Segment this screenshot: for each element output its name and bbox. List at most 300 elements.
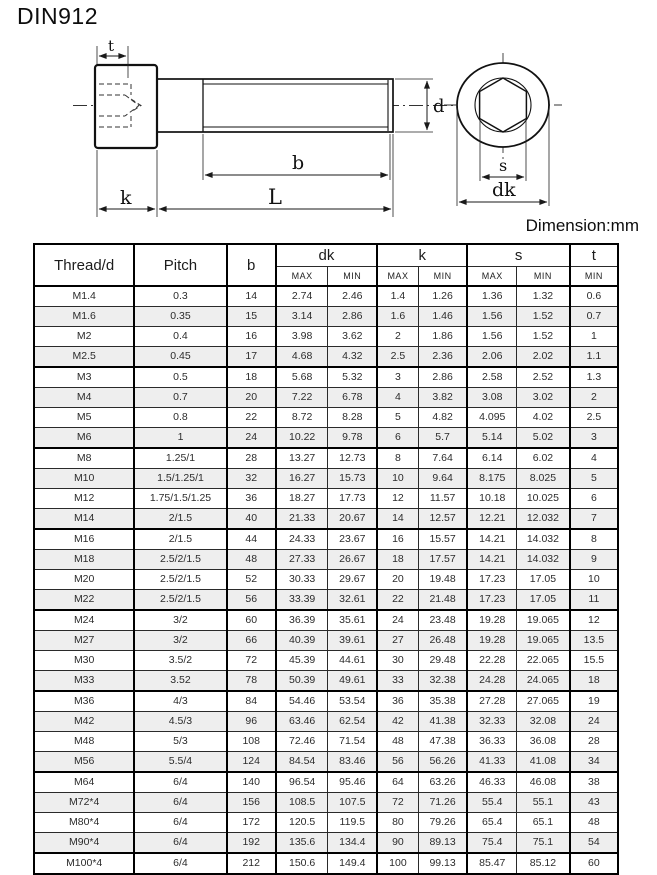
value-cell: 12.57 — [418, 509, 467, 530]
value-cell: 23.67 — [328, 529, 377, 550]
value-cell: 53.54 — [328, 691, 377, 712]
thread-size-cell: M42 — [34, 712, 134, 732]
value-cell: 18 — [227, 367, 276, 388]
table-row — [34, 853, 618, 874]
col-header-b: b — [227, 244, 276, 286]
value-cell: 3 — [570, 428, 618, 449]
value-cell: 13.27 — [276, 448, 328, 469]
value-cell: 5.14 — [467, 428, 516, 449]
table-row — [34, 671, 618, 692]
value-cell: 1.56 — [467, 307, 516, 327]
value-cell: 1.32 — [517, 286, 570, 307]
value-cell: 11.57 — [418, 489, 467, 509]
value-cell: 108.5 — [276, 793, 328, 813]
value-cell: 95.46 — [328, 772, 377, 793]
table-row — [34, 813, 618, 833]
value-cell: 75.4 — [467, 833, 516, 854]
thread-size-cell: M1.6 — [34, 307, 134, 327]
thread-size-cell: M48 — [34, 732, 134, 752]
value-cell: 4 — [377, 388, 418, 408]
value-cell: 6/4 — [134, 793, 226, 813]
dimension-b — [203, 134, 390, 180]
value-cell: 32.61 — [328, 590, 377, 611]
value-cell: 44.61 — [328, 651, 377, 671]
thread-size-cell: M100*4 — [34, 853, 134, 874]
value-cell: 19.28 — [467, 610, 516, 631]
value-cell: 30 — [377, 651, 418, 671]
value-cell: 150.6 — [276, 853, 328, 874]
value-cell: 64 — [377, 772, 418, 793]
value-cell: 172 — [227, 813, 276, 833]
value-cell: 56.26 — [418, 752, 467, 773]
value-cell: 66 — [227, 631, 276, 651]
value-cell: 24.33 — [276, 529, 328, 550]
thread-size-cell: M27 — [34, 631, 134, 651]
value-cell: 19 — [570, 691, 618, 712]
value-cell: 36.33 — [467, 732, 516, 752]
value-cell: 44 — [227, 529, 276, 550]
value-cell: 5.5/4 — [134, 752, 226, 773]
value-cell: 34 — [570, 752, 618, 773]
value-cell: 1.5/1.25/1 — [134, 469, 226, 489]
value-cell: 39.61 — [328, 631, 377, 651]
value-cell: 10.22 — [276, 428, 328, 449]
label-L: L — [268, 185, 282, 209]
value-cell: 36.39 — [276, 610, 328, 631]
value-cell: 14.032 — [517, 550, 570, 570]
value-cell: 2.5/2/1.5 — [134, 570, 226, 590]
table-row — [34, 509, 618, 530]
value-cell: 85.12 — [517, 853, 570, 874]
value-cell: 3.14 — [276, 307, 328, 327]
value-cell: 3.98 — [276, 327, 328, 347]
value-cell: 134.4 — [328, 833, 377, 854]
value-cell: 7.22 — [276, 388, 328, 408]
subheader-k-min: MIN — [418, 267, 467, 287]
value-cell: 56 — [377, 752, 418, 773]
value-cell: 0.7 — [134, 388, 226, 408]
subheader-s-min: MIN — [517, 267, 570, 287]
table-row — [34, 469, 618, 489]
value-cell: 32 — [227, 469, 276, 489]
value-cell: 62.54 — [328, 712, 377, 732]
value-cell: 0.8 — [134, 408, 226, 428]
value-cell: 1 — [570, 327, 618, 347]
col-header-s: s — [467, 244, 569, 267]
value-cell: 72 — [227, 651, 276, 671]
value-cell: 107.5 — [328, 793, 377, 813]
value-cell: 8.72 — [276, 408, 328, 428]
value-cell: 27 — [377, 631, 418, 651]
value-cell: 6 — [570, 489, 618, 509]
value-cell: 21.48 — [418, 590, 467, 611]
table-row — [34, 772, 618, 793]
value-cell: 32.33 — [467, 712, 516, 732]
subheader-dk-min: MIN — [328, 267, 377, 287]
value-cell: 12.032 — [517, 509, 570, 530]
value-cell: 8 — [570, 529, 618, 550]
value-cell: 3.02 — [517, 388, 570, 408]
thread-size-cell: M12 — [34, 489, 134, 509]
label-t: t — [108, 37, 115, 55]
value-cell: 1.25/1 — [134, 448, 226, 469]
value-cell: 56 — [227, 590, 276, 611]
value-cell: 16 — [377, 529, 418, 550]
value-cell: 54 — [570, 833, 618, 854]
table-row — [34, 752, 618, 773]
value-cell: 12.21 — [467, 509, 516, 530]
value-cell: 35.61 — [328, 610, 377, 631]
header-row-groups — [34, 244, 618, 267]
value-cell: 124 — [227, 752, 276, 773]
screw-shaft — [157, 79, 393, 132]
value-cell: 20.67 — [328, 509, 377, 530]
value-cell: 11 — [570, 590, 618, 611]
value-cell: 24 — [377, 610, 418, 631]
thread-size-cell: M6 — [34, 428, 134, 449]
value-cell: 42 — [377, 712, 418, 732]
value-cell: 14.21 — [467, 529, 516, 550]
value-cell: 4.68 — [276, 347, 328, 368]
thread-size-cell: M14 — [34, 509, 134, 530]
value-cell: 18 — [570, 671, 618, 692]
value-cell: 3/2 — [134, 631, 226, 651]
dimension-table — [33, 243, 619, 875]
value-cell: 26.48 — [418, 631, 467, 651]
value-cell: 5.7 — [418, 428, 467, 449]
value-cell: 20 — [227, 388, 276, 408]
value-cell: 32.08 — [517, 712, 570, 732]
value-cell: 17.73 — [328, 489, 377, 509]
value-cell: 19.065 — [517, 631, 570, 651]
value-cell: 55.4 — [467, 793, 516, 813]
value-cell: 5.68 — [276, 367, 328, 388]
value-cell: 2.52 — [517, 367, 570, 388]
value-cell: 14.032 — [517, 529, 570, 550]
value-cell: 21.33 — [276, 509, 328, 530]
value-cell: 6.78 — [328, 388, 377, 408]
value-cell: 6/4 — [134, 833, 226, 854]
value-cell: 140 — [227, 772, 276, 793]
value-cell: 4.02 — [517, 408, 570, 428]
value-cell: 15 — [227, 307, 276, 327]
value-cell: 43 — [570, 793, 618, 813]
value-cell: 41.33 — [467, 752, 516, 773]
value-cell: 1.75/1.5/1.25 — [134, 489, 226, 509]
value-cell: 29.67 — [328, 570, 377, 590]
value-cell: 12.73 — [328, 448, 377, 469]
thread-size-cell: M72*4 — [34, 793, 134, 813]
value-cell: 12 — [570, 610, 618, 631]
value-cell: 27.065 — [517, 691, 570, 712]
value-cell: 7.64 — [418, 448, 467, 469]
value-cell: 24 — [570, 712, 618, 732]
col-header-dk: dk — [276, 244, 377, 267]
value-cell: 50.39 — [276, 671, 328, 692]
value-cell: 2.58 — [467, 367, 516, 388]
value-cell: 33 — [377, 671, 418, 692]
thread-size-cell: M90*4 — [34, 833, 134, 854]
value-cell: 35.38 — [418, 691, 467, 712]
value-cell: 0.4 — [134, 327, 226, 347]
thread-size-cell: M8 — [34, 448, 134, 469]
value-cell: 17.05 — [517, 590, 570, 611]
value-cell: 0.3 — [134, 286, 226, 307]
value-cell: 156 — [227, 793, 276, 813]
thread-size-cell: M3 — [34, 367, 134, 388]
value-cell: 2.74 — [276, 286, 328, 307]
value-cell: 16 — [227, 327, 276, 347]
value-cell: 1.56 — [467, 327, 516, 347]
value-cell: 41.08 — [517, 752, 570, 773]
label-s: s — [499, 156, 508, 175]
value-cell: 9.64 — [418, 469, 467, 489]
value-cell: 18 — [377, 550, 418, 570]
value-cell: 2 — [377, 327, 418, 347]
value-cell: 71.26 — [418, 793, 467, 813]
value-cell: 27.28 — [467, 691, 516, 712]
value-cell: 48 — [227, 550, 276, 570]
thread-size-cell: M33 — [34, 671, 134, 692]
thread-size-cell: M5 — [34, 408, 134, 428]
table-row — [34, 408, 618, 428]
thread-size-cell: M2 — [34, 327, 134, 347]
value-cell: 5/3 — [134, 732, 226, 752]
value-cell: 16.27 — [276, 469, 328, 489]
table-row — [34, 712, 618, 732]
value-cell: 84 — [227, 691, 276, 712]
table-row — [34, 428, 618, 449]
subheader-s-max: MAX — [467, 267, 516, 287]
value-cell: 5.32 — [328, 367, 377, 388]
value-cell: 1.3 — [570, 367, 618, 388]
value-cell: 1.4 — [377, 286, 418, 307]
value-cell: 85.47 — [467, 853, 516, 874]
value-cell: 46.08 — [517, 772, 570, 793]
col-header-k: k — [377, 244, 467, 267]
value-cell: 4 — [570, 448, 618, 469]
thread-size-cell: M24 — [34, 610, 134, 631]
value-cell: 5 — [377, 408, 418, 428]
screw-end-view — [444, 53, 562, 206]
table-row — [34, 651, 618, 671]
value-cell: 8.025 — [517, 469, 570, 489]
value-cell: 17.23 — [467, 590, 516, 611]
value-cell: 6/4 — [134, 813, 226, 833]
value-cell: 10 — [377, 469, 418, 489]
value-cell: 22.065 — [517, 651, 570, 671]
table-row — [34, 448, 618, 469]
table-row — [34, 793, 618, 813]
value-cell: 22.28 — [467, 651, 516, 671]
value-cell: 28 — [227, 448, 276, 469]
value-cell: 36 — [227, 489, 276, 509]
value-cell: 28 — [570, 732, 618, 752]
value-cell: 9.78 — [328, 428, 377, 449]
value-cell: 2 — [570, 388, 618, 408]
page-title: DIN912 — [17, 3, 98, 29]
screw-side-view — [73, 37, 459, 217]
thread-size-cell: M80*4 — [34, 813, 134, 833]
value-cell: 100 — [377, 853, 418, 874]
value-cell: 8 — [377, 448, 418, 469]
table-row — [34, 833, 618, 854]
value-cell: 2.86 — [418, 367, 467, 388]
value-cell: 49.61 — [328, 671, 377, 692]
value-cell: 41.38 — [418, 712, 467, 732]
value-cell: 2.5 — [377, 347, 418, 368]
value-cell: 4.095 — [467, 408, 516, 428]
value-cell: 10.18 — [467, 489, 516, 509]
value-cell: 99.13 — [418, 853, 467, 874]
value-cell: 1.1 — [570, 347, 618, 368]
value-cell: 60 — [570, 853, 618, 874]
value-cell: 75.1 — [517, 833, 570, 854]
value-cell: 17.23 — [467, 570, 516, 590]
value-cell: 0.6 — [570, 286, 618, 307]
value-cell: 1.86 — [418, 327, 467, 347]
value-cell: 3.5/2 — [134, 651, 226, 671]
value-cell: 135.6 — [276, 833, 328, 854]
value-cell: 9 — [570, 550, 618, 570]
thread-size-cell: M10 — [34, 469, 134, 489]
thread-size-cell: M30 — [34, 651, 134, 671]
thread-size-cell: M16 — [34, 529, 134, 550]
value-cell: 46.33 — [467, 772, 516, 793]
thread-size-cell: M22 — [34, 590, 134, 611]
label-b: b — [292, 152, 305, 174]
col-header-thread: Thread/d — [34, 244, 134, 286]
value-cell: 1 — [134, 428, 226, 449]
value-cell: 17.57 — [418, 550, 467, 570]
table-row — [34, 286, 618, 307]
value-cell: 30.33 — [276, 570, 328, 590]
value-cell: 20 — [377, 570, 418, 590]
value-cell: 6 — [377, 428, 418, 449]
value-cell: 55.1 — [517, 793, 570, 813]
value-cell: 0.7 — [570, 307, 618, 327]
table-row — [34, 550, 618, 570]
value-cell: 32.38 — [418, 671, 467, 692]
value-cell: 84.54 — [276, 752, 328, 773]
value-cell: 19.065 — [517, 610, 570, 631]
value-cell: 15.57 — [418, 529, 467, 550]
value-cell: 48 — [377, 732, 418, 752]
value-cell: 65.4 — [467, 813, 516, 833]
value-cell: 149.4 — [328, 853, 377, 874]
value-cell: 3.82 — [418, 388, 467, 408]
table-row — [34, 327, 618, 347]
value-cell: 2.86 — [328, 307, 377, 327]
value-cell: 2.46 — [328, 286, 377, 307]
value-cell: 90 — [377, 833, 418, 854]
table-row — [34, 590, 618, 611]
value-cell: 79.26 — [418, 813, 467, 833]
value-cell: 29.48 — [418, 651, 467, 671]
value-cell: 119.5 — [328, 813, 377, 833]
value-cell: 2.5 — [570, 408, 618, 428]
value-cell: 45.39 — [276, 651, 328, 671]
value-cell: 22 — [377, 590, 418, 611]
value-cell: 71.54 — [328, 732, 377, 752]
value-cell: 78 — [227, 671, 276, 692]
table-row — [34, 367, 618, 388]
value-cell: 3.52 — [134, 671, 226, 692]
value-cell: 72.46 — [276, 732, 328, 752]
value-cell: 60 — [227, 610, 276, 631]
value-cell: 2/1.5 — [134, 509, 226, 530]
value-cell: 1.52 — [517, 327, 570, 347]
table-row — [34, 307, 618, 327]
value-cell: 2.36 — [418, 347, 467, 368]
dimension-unit-note: Dimension:mm — [525, 216, 639, 235]
value-cell: 4.82 — [418, 408, 467, 428]
value-cell: 24.065 — [517, 671, 570, 692]
subheader-dk-max: MAX — [276, 267, 328, 287]
value-cell: 8.28 — [328, 408, 377, 428]
value-cell: 4.5/3 — [134, 712, 226, 732]
thread-size-cell: M2.5 — [34, 347, 134, 368]
value-cell: 0.5 — [134, 367, 226, 388]
thread-size-cell: M20 — [34, 570, 134, 590]
value-cell: 48 — [570, 813, 618, 833]
value-cell: 96 — [227, 712, 276, 732]
value-cell: 2/1.5 — [134, 529, 226, 550]
thread-size-cell: M36 — [34, 691, 134, 712]
screw-head — [95, 65, 157, 148]
value-cell: 15.73 — [328, 469, 377, 489]
value-cell: 5 — [570, 469, 618, 489]
value-cell: 108 — [227, 732, 276, 752]
value-cell: 89.13 — [418, 833, 467, 854]
value-cell: 2.5/2/1.5 — [134, 590, 226, 611]
value-cell: 6/4 — [134, 853, 226, 874]
value-cell: 63.46 — [276, 712, 328, 732]
value-cell: 1.52 — [517, 307, 570, 327]
value-cell: 17 — [227, 347, 276, 368]
value-cell: 14.21 — [467, 550, 516, 570]
thread-size-cell: M56 — [34, 752, 134, 773]
value-cell: 14 — [377, 509, 418, 530]
value-cell: 1.26 — [418, 286, 467, 307]
subheader-k-max: MAX — [377, 267, 418, 287]
value-cell: 14 — [227, 286, 276, 307]
value-cell: 2.02 — [517, 347, 570, 368]
table-body — [34, 286, 618, 874]
value-cell: 2.5/2/1.5 — [134, 550, 226, 570]
value-cell: 12 — [377, 489, 418, 509]
value-cell: 18.27 — [276, 489, 328, 509]
thread-size-cell: M18 — [34, 550, 134, 570]
thread-size-cell: M1.4 — [34, 286, 134, 307]
value-cell: 40.39 — [276, 631, 328, 651]
value-cell: 4.32 — [328, 347, 377, 368]
value-cell: 3.62 — [328, 327, 377, 347]
table-row — [34, 691, 618, 712]
value-cell: 8.175 — [467, 469, 516, 489]
value-cell: 5.02 — [517, 428, 570, 449]
thread-size-cell: M4 — [34, 388, 134, 408]
col-header-pitch: Pitch — [134, 244, 226, 286]
value-cell: 6/4 — [134, 772, 226, 793]
table-row — [34, 388, 618, 408]
table-row — [34, 732, 618, 752]
value-cell: 65.1 — [517, 813, 570, 833]
col-header-t: t — [570, 244, 618, 267]
value-cell: 192 — [227, 833, 276, 854]
value-cell: 10 — [570, 570, 618, 590]
value-cell: 1.36 — [467, 286, 516, 307]
